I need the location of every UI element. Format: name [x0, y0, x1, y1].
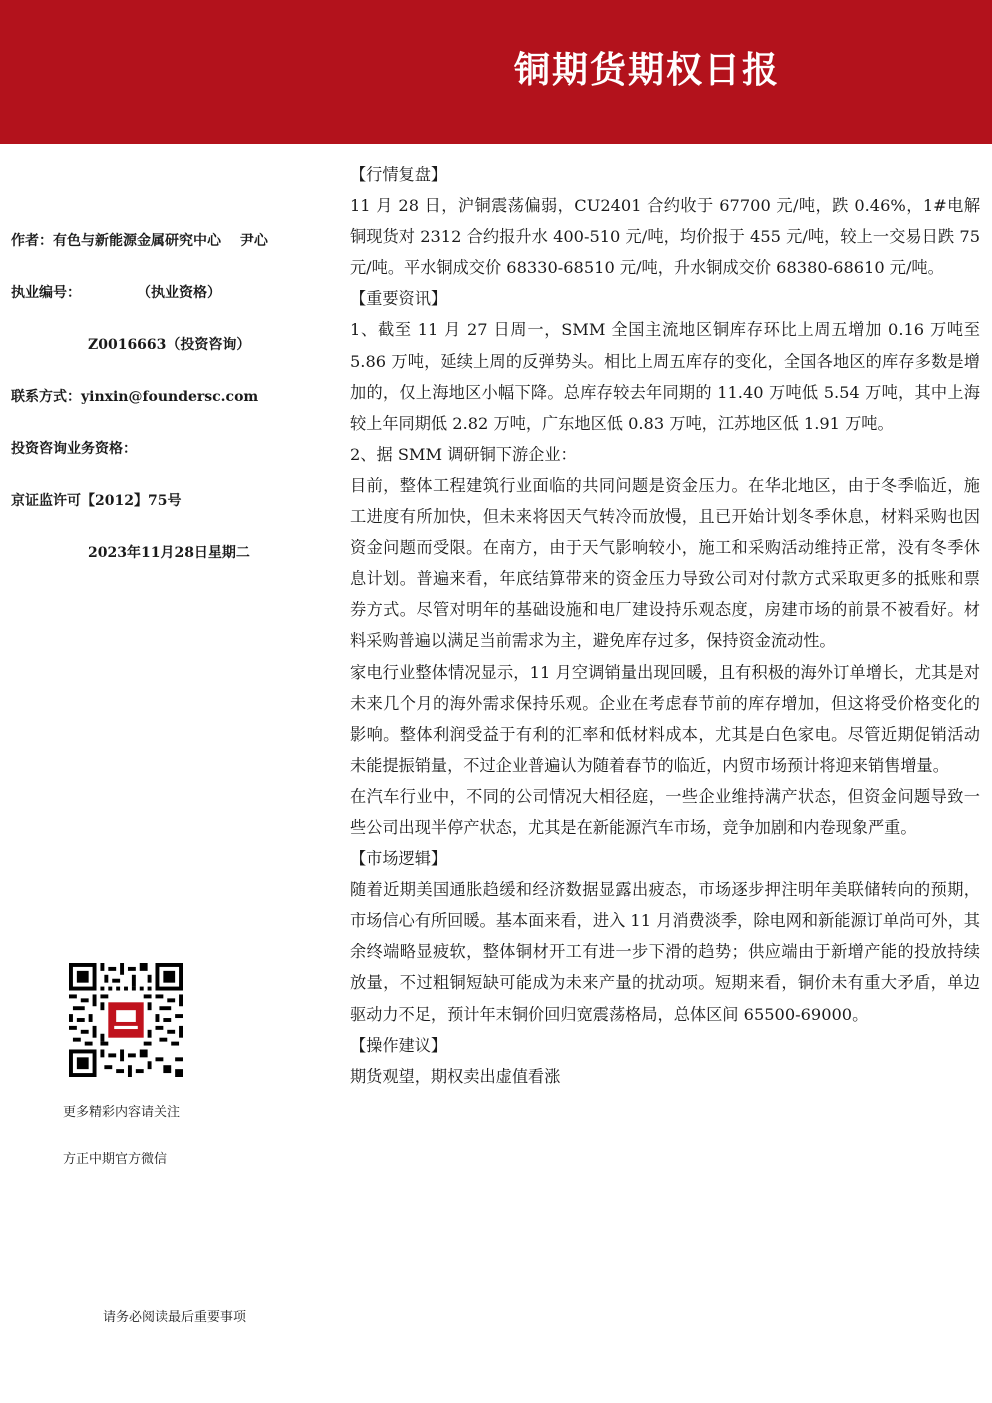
section-heading-market-logic: 【市场逻辑】	[350, 849, 448, 869]
qr-caption-1: 更多精彩内容请关注	[63, 1105, 181, 1120]
paragraph-news-survey-intro: 2、据 SMM 调研铜下游企业：	[350, 444, 577, 464]
wechat-qr-code	[69, 963, 183, 1077]
disclaimer-notice: 请务必阅读最后重要事项	[103, 1310, 247, 1325]
report-header	[0, 0, 992, 144]
author-line: 作者：有色与新能源金属研究中心 尹心	[11, 233, 268, 249]
section-heading-advice: 【操作建议】	[350, 1035, 448, 1055]
paragraph-news-construction: 目前，整体工程建筑行业面临的共同问题是资金压力。在华北地区，由于冬季临近，施工进度有所加快，但未来将因天气转冷而放慢，且已开始计划冬季休息，材料采购也因资金问题而受限。在南方，由于天气影响较小，施工和采购活动维持正常，没有冬季休息计划。普遍来看，年底结算带来的资金压力导致公司对付款方式采取更多的抵账和票券方式。尽管对明年的基础设施和电厂建设持乐观态度，房建市场的前景不被看好。材料采购普遍以满足当前需求为主，避免库存过多，保持资金流动性。	[350, 475, 980, 651]
section-heading-market-review: 【行情复盘】	[350, 165, 448, 184]
qr-caption-2: 方正中期官方微信	[63, 1152, 168, 1167]
permit-number: 京证监许可【2012】75号	[11, 493, 182, 509]
report-body	[350, 159, 980, 1092]
paragraph-advice: 期货观望，期权卖出虚值看涨	[350, 1066, 561, 1086]
paragraph-news-automotive: 在汽车行业中，不同的公司情况大相径庭，一些企业维持满产状态，但资金问题导致一些公司出现半停产状态，尤其是在新能源汽车市场，竞争加剧和内卷现象严重。	[350, 786, 980, 837]
paragraph-market-review: 11 月 28 日，沪铜震荡偏弱，CU2401 合约收于 67700 元/吨，跌 0.46%，1#电解铜现货对 2312 合约报升水 400-510 元/吨，均价报于 455 元/吨，较上一交易日跌 75 元/吨。平水铜成交价 68330-68510 元/吨，升水铜成交价 68380-68610 元/吨。	[350, 196, 980, 278]
report-date: 2023年11月28日星期二	[88, 545, 250, 561]
license-number: 执业编号： （执业资格）	[11, 285, 221, 301]
section-heading-news: 【重要资讯】	[350, 289, 448, 309]
paragraph-market-logic: 随着近期美国通胀趋缓和经济数据显露出疲态，市场逐步押注明年美联储转向的预期，市场信心有所回暖。基本面来看，进入 11 月消费淡季，除电网和新能源订单尚可外，其余终端略显疲软，整体铜材开工有进一步下滑的趋势；供应端由于新增产能的投放持续放量，不过粗铜短缺可能成为未来产量的扰动项。短期来看，铜价未有重大矛盾，单边驱动力不足，预计年末铜价回归宽震荡格局，总体区间 65500-69000。	[350, 880, 980, 1024]
report-title: 铜期货期权日报	[514, 50, 781, 91]
paragraph-news-appliances: 家电行业整体情况显示，11 月空调销量出现回暖，且有积极的海外订单增长，尤其是对未来几个月的海外需求保持乐观。企业在考虑春节前的库存增加，但这将受价格变化的影响。整体利润受益于有利的汇率和低材料成本，尤其是白色家电。尽管近期促销活动未能提振销量，不过企业普遍认为随着春节的临近，内贸市场预计将迎来销售增量。	[350, 662, 980, 775]
paragraph-news-inventory: 1、截至 11 月 27 日周一，SMM 全国主流地区铜库存环比上周五增加 0.16 万吨至 5.86 万吨，延续上周的反弹势头。相比上周五库存的变化，全国各地区的库存多数是增加的，仅上海地区小幅下降。总库存较去年同期的 11.40 万吨低 5.54 万吨，其中上海较上年同期低 2.82 万吨，广东地区低 0.83 万吨，江苏地区低 1.91 万吨。	[350, 320, 980, 433]
consult-number: Z0016663（投资咨询）	[88, 337, 251, 353]
contact-info[interactable]: 联系方式：yinxin@foundersc.com	[11, 389, 259, 405]
sidebar	[0, 144, 330, 1403]
qualification-label: 投资咨询业务资格：	[11, 441, 137, 457]
